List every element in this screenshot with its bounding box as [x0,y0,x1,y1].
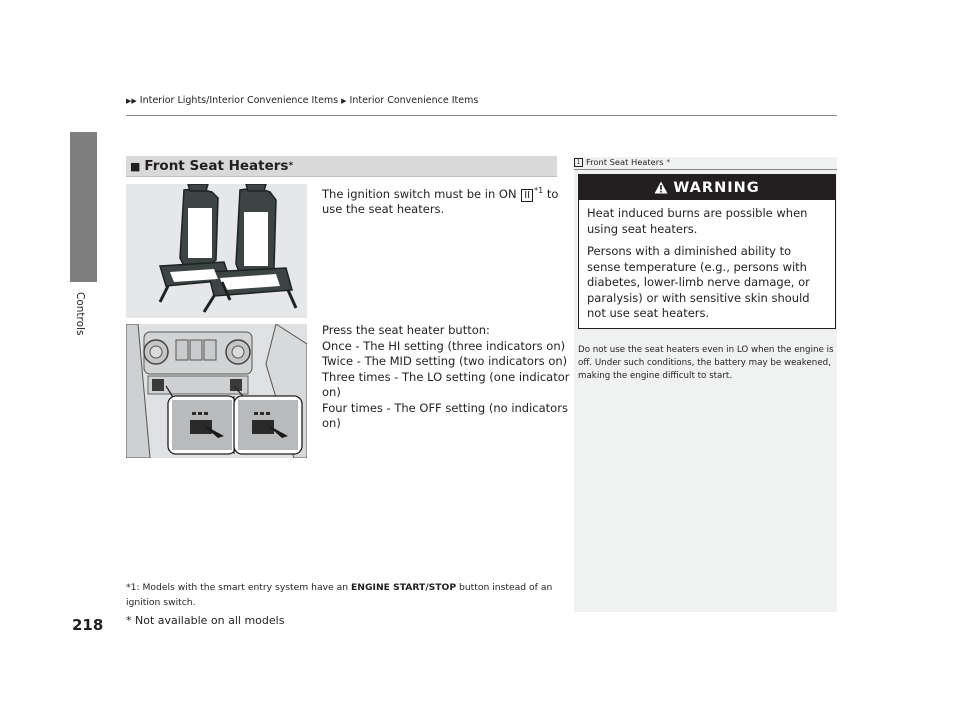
footnote-suffix: button instead of an ignition switch. [126,582,553,608]
instruction-line: Three times - The LO setting (one indicator on) [322,369,570,399]
page-number: 218 [72,616,104,634]
footnote-prefix: *1: Models with the smart entry system have an [126,582,352,593]
section-title: Front Seat Heaters [144,158,289,174]
section-square-icon: ■ [130,159,141,173]
warning-box [578,174,836,329]
breadcrumb-link-level1[interactable]: Interior Lights/Interior Convenience Items [139,95,339,106]
side-panel-note: Do not use the seat heaters even in LO when the engine is off. Under such conditions, the battery may be weakened, making the engine difficult to start. [578,345,834,381]
intro-text-before: The ignition switch must be in ON [322,186,521,201]
intro-text [322,183,562,218]
footnote-ref: *1 [534,186,544,195]
switch-panel-drawing [126,324,307,458]
instruction-line: Four times - The OFF setting (no indicators on) [322,400,568,430]
seat-illustration [126,184,307,318]
warning-triangle-icon [654,181,668,194]
instruction-line: Once - The HI setting (three indicators on) [322,338,566,353]
switch-panel-illustration [126,324,307,458]
instruction-line: Press the seat heater button: [322,323,490,337]
seats-drawing [126,184,307,318]
intro-text-after: to use the seat heaters. [322,186,559,217]
sidebar-tab [70,132,97,282]
not-available-note: * Not available on all models [126,614,285,627]
warning-paragraph: Heat induced burns are possible when using seat heaters. [587,206,808,236]
footnote [126,580,566,610]
side-panel-heading [574,157,837,170]
warning-title: WARNING [673,179,760,196]
side-panel [574,157,837,612]
note-number-icon: 1 [574,158,583,167]
sidebar-section-label: Controls [74,292,86,336]
warning-header [579,175,835,200]
breadcrumb-link-level2[interactable]: Interior Convenience Items [349,95,479,106]
breadcrumb [126,95,478,106]
warning-body [579,200,835,322]
side-panel-asterisk: * [666,158,670,166]
section-heading [126,156,557,177]
footnote-bold: ENGINE START/STOP [351,582,457,593]
warning-paragraph: Persons with a diminished ability to sense temperature (e.g., persons with diabetes, lower-limb nerve damage, or paralysis) or with sensitive skin should not use seat heaters. [587,244,810,320]
header-divider [126,115,837,116]
side-panel-heading-text: Front Seat Heaters [586,157,664,167]
section-asterisk: * [288,161,294,171]
instruction-line: Twice - The MID setting (two indicators on) [322,354,568,368]
instructions-list [322,323,572,432]
breadcrumb-arrow-icon: ▶ [341,96,347,105]
breadcrumb-arrow-icon: ▶▶ [126,96,137,105]
ignition-key-label: II [521,189,533,202]
